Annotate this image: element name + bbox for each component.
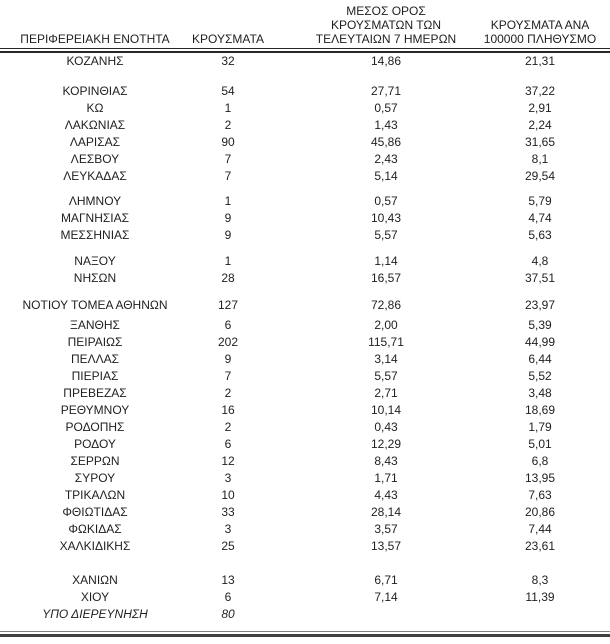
cell-cases: 1 xyxy=(224,254,232,268)
cell-per100k: 7,63 xyxy=(528,488,552,502)
cell-avg7: 5,57 xyxy=(374,369,398,383)
column-header-avg7-line3: ΤΕΛΕΥΤΑΙΩΝ 7 ΗΜΕΡΩΝ xyxy=(315,32,457,46)
cell-region: ΜΕΣΣΗΝΙΑΣ xyxy=(60,228,130,242)
table-row xyxy=(0,589,610,606)
cell-avg7: 1,71 xyxy=(374,471,398,485)
cell-per100k xyxy=(470,606,610,623)
table-row xyxy=(0,351,610,368)
cell-region: ΡΟΔΟΥ xyxy=(74,437,116,451)
cell-per100k: 6,8 xyxy=(531,454,549,468)
table-row xyxy=(0,402,610,419)
column-header-per100k-line1: ΚΡΟΥΣΜΑΤΑ ΑΝΑ xyxy=(490,18,590,32)
cell-region: ΠΕΙΡΑΙΩΣ xyxy=(67,335,123,349)
cell-cases: 9 xyxy=(224,352,232,366)
cell-avg7: 4,43 xyxy=(374,488,398,502)
cell-avg7: 13,57 xyxy=(370,539,402,553)
cell-region: ΤΡΙΚΑΛΩΝ xyxy=(64,488,126,502)
table-row xyxy=(0,504,610,521)
cell-region: ΦΩΚΙΔΑΣ xyxy=(68,522,122,536)
cell-per100k: 37,22 xyxy=(524,84,556,98)
cell-cases: 80 xyxy=(221,607,235,621)
cell-avg7: 2,43 xyxy=(374,152,398,166)
cell-avg7: 3,57 xyxy=(374,522,398,536)
column-header-region-label: ΠΕΡΙΦΕΡΕΙΑΚΗ ΕΝΟΤΗΤΑ xyxy=(20,32,170,46)
cell-avg7: 72,86 xyxy=(370,298,402,312)
cell-per100k: 8,3 xyxy=(531,573,549,587)
cell-region: ΜΑΓΝΗΣΙΑΣ xyxy=(60,211,130,225)
cell-cases: 9 xyxy=(224,228,232,242)
row-group xyxy=(0,83,610,185)
column-header-region xyxy=(0,32,190,46)
cell-cases: 7 xyxy=(224,169,232,183)
cell-per100k: 21,31 xyxy=(524,54,556,68)
cell-per100k: 13,95 xyxy=(524,471,556,485)
column-header-per100k-line2: 100000 ΠΛΗΘΥΣΜΟ xyxy=(483,32,597,46)
row-group xyxy=(0,193,610,244)
table-row xyxy=(0,470,610,487)
table-row xyxy=(0,521,610,538)
cell-region: ΚΩ xyxy=(86,101,104,115)
cell-region: ΠΕΛΛΑΣ xyxy=(70,352,120,366)
cell-per100k: 5,79 xyxy=(528,194,552,208)
cell-avg7: 5,57 xyxy=(374,228,398,242)
cell-cases: 13 xyxy=(221,573,235,587)
cell-avg7: 14,86 xyxy=(370,54,402,68)
cell-cases: 2 xyxy=(224,386,232,400)
cell-region: ΥΠΟ ΔΙΕΡΕΥΝΗΣΗ xyxy=(42,607,148,621)
cell-region: ΝΗΣΩΝ xyxy=(73,271,117,285)
cell-cases: 7 xyxy=(224,152,232,166)
cell-region: ΠΙΕΡΙΑΣ xyxy=(71,369,119,383)
cell-avg7: 8,43 xyxy=(374,454,398,468)
table-row xyxy=(0,253,610,270)
column-header-cases xyxy=(190,32,266,46)
cell-per100k: 6,44 xyxy=(528,352,552,366)
cell-per100k: 7,44 xyxy=(528,522,552,536)
cell-per100k: 5,52 xyxy=(528,369,552,383)
cell-per100k: 2,91 xyxy=(528,101,552,115)
cell-cases: 25 xyxy=(221,539,235,553)
row-group xyxy=(0,572,610,623)
cell-avg7: 2,71 xyxy=(374,386,398,400)
row-group xyxy=(0,297,610,314)
cell-cases: 90 xyxy=(221,135,235,149)
column-header-cases-label: ΚΡΟΥΣΜΑΤΑ xyxy=(192,32,264,46)
cell-per100k: 1,79 xyxy=(528,420,552,434)
column-header-avg7-line1: ΜΕΣΟΣ ΟΡΟΣ xyxy=(346,4,426,18)
table-header-row xyxy=(0,0,610,46)
cell-region: ΝΟΤΙΟΥ ΤΟΜΕΑ ΑΘΗΝΩΝ xyxy=(22,298,168,312)
table-row xyxy=(0,572,610,589)
table-row xyxy=(0,487,610,504)
cell-avg7: 7,14 xyxy=(374,590,398,604)
table-row xyxy=(0,453,610,470)
table-row xyxy=(0,606,610,623)
cell-avg7: 45,86 xyxy=(370,135,402,149)
cell-cases: 9 xyxy=(224,211,232,225)
table-bottom-double-rule xyxy=(0,631,610,637)
table-row xyxy=(0,53,610,70)
cell-cases: 202 xyxy=(217,335,239,349)
cell-cases: 7 xyxy=(224,369,232,383)
cell-per100k: 5,01 xyxy=(528,437,552,451)
cell-region: ΝΑΞΟΥ xyxy=(74,254,116,268)
table-row xyxy=(0,227,610,244)
cell-cases: 2 xyxy=(224,118,232,132)
cell-region: ΡΟΔΟΠΗΣ xyxy=(65,420,125,434)
cell-cases: 2 xyxy=(224,420,232,434)
cell-per100k: 3,48 xyxy=(528,386,552,400)
cell-region: ΛΑΚΩΝΙΑΣ xyxy=(64,118,126,132)
table-body xyxy=(0,53,610,623)
cell-cases: 127 xyxy=(217,298,239,312)
cell-region: ΣΕΡΡΩΝ xyxy=(70,454,120,468)
cell-avg7: 16,57 xyxy=(370,271,402,285)
cell-cases: 32 xyxy=(221,54,235,68)
table-row xyxy=(0,317,610,334)
cell-avg7 xyxy=(310,606,462,623)
cell-avg7: 0,57 xyxy=(374,194,398,208)
cell-avg7: 27,71 xyxy=(370,84,402,98)
column-header-avg7-line2: ΚΡΟΥΣΜΑΤΩΝ ΤΩΝ xyxy=(330,18,442,32)
cell-per100k: 11,39 xyxy=(525,590,555,604)
cell-per100k: 23,61 xyxy=(524,539,556,553)
cell-region: ΛΕΥΚΑΔΑΣ xyxy=(63,169,127,183)
table-row xyxy=(0,83,610,100)
table-row xyxy=(0,385,610,402)
column-header-per100k xyxy=(470,18,610,46)
cell-region: ΦΘΙΩΤΙΔΑΣ xyxy=(62,505,128,519)
cell-region: ΠΡΕΒΕΖΑΣ xyxy=(63,386,127,400)
table-row xyxy=(0,193,610,210)
cell-cases: 6 xyxy=(224,590,232,604)
cell-per100k: 8,1 xyxy=(531,152,549,166)
cell-cases: 1 xyxy=(224,194,232,208)
cell-region: ΚΟΡΙΝΘΙΑΣ xyxy=(62,84,128,98)
cell-region: ΛΕΣΒΟΥ xyxy=(70,152,120,166)
cell-per100k: 44,99 xyxy=(524,335,556,349)
cell-per100k: 31,65 xyxy=(524,135,556,149)
table-row xyxy=(0,297,610,314)
cell-region: ΡΕΘΥΜΝΟΥ xyxy=(60,403,130,417)
row-group xyxy=(0,53,610,70)
table-row xyxy=(0,151,610,168)
table-row xyxy=(0,368,610,385)
cell-avg7: 5,14 xyxy=(374,169,398,183)
cell-cases: 6 xyxy=(224,318,232,332)
row-group xyxy=(0,253,610,287)
column-header-avg7 xyxy=(310,4,462,46)
cell-avg7: 115,71 xyxy=(368,335,404,349)
cell-cases: 1 xyxy=(224,101,232,115)
cell-per100k: 5,39 xyxy=(528,318,552,332)
cell-avg7: 12,29 xyxy=(370,437,402,451)
table-row xyxy=(0,117,610,134)
cell-avg7: 6,71 xyxy=(374,573,398,587)
table-row xyxy=(0,168,610,185)
table-row xyxy=(0,538,610,555)
cell-region: ΣΥΡΟΥ xyxy=(74,471,116,485)
table-row xyxy=(0,419,610,436)
cell-per100k: 4,74 xyxy=(528,211,552,225)
table-row xyxy=(0,436,610,453)
cell-per100k: 37,51 xyxy=(524,271,556,285)
table-row xyxy=(0,210,610,227)
table-row xyxy=(0,134,610,151)
cell-avg7: 0,57 xyxy=(374,101,398,115)
cell-cases: 3 xyxy=(224,522,232,536)
cell-per100k: 5,63 xyxy=(528,228,552,242)
cell-cases: 10 xyxy=(221,488,235,502)
cell-avg7: 3,14 xyxy=(374,352,398,366)
cell-per100k: 2,24 xyxy=(528,118,552,132)
cell-avg7: 10,43 xyxy=(370,211,402,225)
cell-per100k: 4,8 xyxy=(531,254,549,268)
cell-cases: 28 xyxy=(221,271,235,285)
cell-region: ΛΑΡΙΣΑΣ xyxy=(69,135,121,149)
cell-per100k: 20,86 xyxy=(524,505,556,519)
cell-cases: 33 xyxy=(221,505,235,519)
cell-per100k: 23,97 xyxy=(524,298,556,312)
cell-per100k: 29,54 xyxy=(524,169,556,183)
cell-cases: 3 xyxy=(224,471,232,485)
cell-cases: 12 xyxy=(221,454,235,468)
cell-cases: 6 xyxy=(224,437,232,451)
cell-avg7: 28,14 xyxy=(370,505,402,519)
cell-region: ΛΗΜΝΟΥ xyxy=(68,194,122,208)
cell-avg7: 1,14 xyxy=(374,254,398,268)
row-group xyxy=(0,317,610,555)
cell-per100k: 18,69 xyxy=(524,403,556,417)
cell-avg7: 10,14 xyxy=(370,403,402,417)
cell-region: ΧΑΝΙΩΝ xyxy=(72,573,118,587)
cell-region: ΧΙΟΥ xyxy=(80,590,110,604)
cell-region: ΞΑΝΘΗΣ xyxy=(70,318,120,332)
table-row xyxy=(0,334,610,351)
cell-avg7: 1,43 xyxy=(374,118,398,132)
cell-region: ΚΟΖΑΝΗΣ xyxy=(66,54,124,68)
cell-cases: 54 xyxy=(221,84,235,98)
cell-region: ΧΑΛΚΙΔΙΚΗΣ xyxy=(59,539,131,553)
cell-cases: 16 xyxy=(221,403,235,417)
cell-avg7: 2,00 xyxy=(374,318,398,332)
table-row xyxy=(0,270,610,287)
table-row xyxy=(0,100,610,117)
cell-avg7: 0,43 xyxy=(374,420,398,434)
